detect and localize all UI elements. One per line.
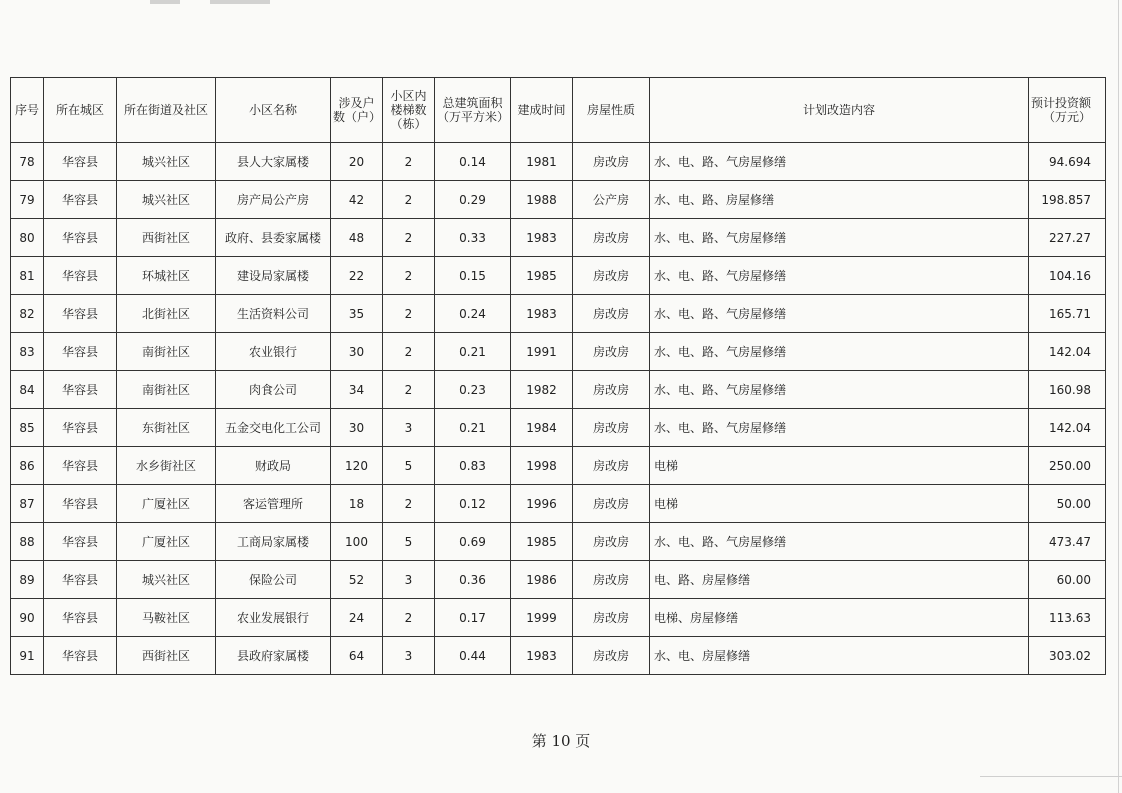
cell-estate-name: 保险公司 — [216, 561, 331, 599]
cell-housing-type: 房改房 — [573, 371, 650, 409]
cell-housing-type: 房改房 — [573, 409, 650, 447]
cell-floor-area: 0.29 — [435, 181, 511, 219]
cell-households: 35 — [331, 295, 383, 333]
cell-community: 南街社区 — [117, 371, 216, 409]
cell-housing-type: 房改房 — [573, 485, 650, 523]
cell-index: 83 — [11, 333, 44, 371]
cell-investment: 250.00 — [1029, 447, 1106, 485]
cell-estate-name: 农业银行 — [216, 333, 331, 371]
cell-buildings: 2 — [383, 295, 435, 333]
cell-households: 52 — [331, 561, 383, 599]
cell-floor-area: 0.24 — [435, 295, 511, 333]
table-row — [11, 371, 1106, 409]
cell-district: 华容县 — [44, 143, 117, 181]
table-row — [11, 409, 1106, 447]
cell-community: 南街社区 — [117, 333, 216, 371]
scan-artifact — [210, 0, 270, 4]
table-row — [11, 257, 1106, 295]
cell-district: 华容县 — [44, 599, 117, 637]
cell-community: 城兴社区 — [117, 143, 216, 181]
cell-buildings: 3 — [383, 637, 435, 675]
cell-estate-name: 五金交电化工公司 — [216, 409, 331, 447]
cell-housing-type: 房改房 — [573, 599, 650, 637]
cell-renovation-content: 水、电、路、气房屋修缮 — [650, 371, 1029, 409]
cell-index: 90 — [11, 599, 44, 637]
table-header-row — [11, 78, 1106, 143]
cell-renovation-content: 电梯、房屋修缮 — [650, 599, 1029, 637]
cell-renovation-content: 水、电、路、气房屋修缮 — [650, 409, 1029, 447]
cell-estate-name: 生活资料公司 — [216, 295, 331, 333]
cell-households: 22 — [331, 257, 383, 295]
cell-investment: 104.16 — [1029, 257, 1106, 295]
cell-investment: 160.98 — [1029, 371, 1106, 409]
cell-index: 78 — [11, 143, 44, 181]
page-edge-line — [980, 776, 1122, 777]
cell-built-year: 1991 — [511, 333, 573, 371]
cell-buildings: 2 — [383, 257, 435, 295]
cell-renovation-content: 电梯 — [650, 485, 1029, 523]
cell-built-year: 1983 — [511, 295, 573, 333]
header-district: 所在城区 — [44, 78, 117, 143]
cell-built-year: 1985 — [511, 523, 573, 561]
cell-floor-area: 0.15 — [435, 257, 511, 295]
cell-investment: 50.00 — [1029, 485, 1106, 523]
cell-renovation-content: 水、电、路、气房屋修缮 — [650, 295, 1029, 333]
cell-renovation-content: 水、电、路、气房屋修缮 — [650, 523, 1029, 561]
cell-households: 120 — [331, 447, 383, 485]
header-investment: 预计投资额（万元） — [1029, 78, 1106, 143]
cell-floor-area: 0.33 — [435, 219, 511, 257]
cell-floor-area: 0.14 — [435, 143, 511, 181]
cell-index: 91 — [11, 637, 44, 675]
cell-index: 88 — [11, 523, 44, 561]
scan-artifact — [150, 0, 180, 4]
cell-estate-name: 工商局家属楼 — [216, 523, 331, 561]
cell-buildings: 2 — [383, 143, 435, 181]
cell-community: 广厦社区 — [117, 485, 216, 523]
table-row — [11, 295, 1106, 333]
header-housing-type: 房屋性质 — [573, 78, 650, 143]
cell-investment: 142.04 — [1029, 333, 1106, 371]
cell-households: 48 — [331, 219, 383, 257]
cell-index: 81 — [11, 257, 44, 295]
cell-housing-type: 房改房 — [573, 561, 650, 599]
cell-housing-type: 房改房 — [573, 143, 650, 181]
cell-built-year: 1999 — [511, 599, 573, 637]
cell-buildings: 2 — [383, 485, 435, 523]
cell-estate-name: 财政局 — [216, 447, 331, 485]
cell-investment: 473.47 — [1029, 523, 1106, 561]
cell-renovation-content: 水、电、路、气房屋修缮 — [650, 333, 1029, 371]
cell-district: 华容县 — [44, 447, 117, 485]
cell-built-year: 1998 — [511, 447, 573, 485]
table-row — [11, 447, 1106, 485]
cell-households: 42 — [331, 181, 383, 219]
cell-floor-area: 0.83 — [435, 447, 511, 485]
table-row — [11, 523, 1106, 561]
cell-households: 20 — [331, 143, 383, 181]
table-row — [11, 637, 1106, 675]
cell-renovation-content: 水、电、路、气房屋修缮 — [650, 143, 1029, 181]
cell-floor-area: 0.36 — [435, 561, 511, 599]
cell-renovation-content: 水、电、路、气房屋修缮 — [650, 219, 1029, 257]
cell-index: 82 — [11, 295, 44, 333]
cell-community: 东街社区 — [117, 409, 216, 447]
header-renovation-content: 计划改造内容 — [650, 78, 1029, 143]
cell-buildings: 2 — [383, 599, 435, 637]
cell-housing-type: 房改房 — [573, 295, 650, 333]
cell-built-year: 1984 — [511, 409, 573, 447]
cell-built-year: 1988 — [511, 181, 573, 219]
table-row — [11, 485, 1106, 523]
header-built-year: 建成时间 — [511, 78, 573, 143]
cell-renovation-content: 水、电、路、气房屋修缮 — [650, 257, 1029, 295]
cell-households: 100 — [331, 523, 383, 561]
cell-community: 城兴社区 — [117, 561, 216, 599]
cell-buildings: 2 — [383, 371, 435, 409]
cell-district: 华容县 — [44, 181, 117, 219]
cell-households: 64 — [331, 637, 383, 675]
table-row — [11, 561, 1106, 599]
cell-investment: 113.63 — [1029, 599, 1106, 637]
cell-index: 89 — [11, 561, 44, 599]
cell-households: 18 — [331, 485, 383, 523]
cell-community: 环城社区 — [117, 257, 216, 295]
cell-housing-type: 房改房 — [573, 523, 650, 561]
cell-built-year: 1981 — [511, 143, 573, 181]
cell-estate-name: 农业发展银行 — [216, 599, 331, 637]
cell-buildings: 5 — [383, 447, 435, 485]
cell-households: 30 — [331, 333, 383, 371]
cell-investment: 94.694 — [1029, 143, 1106, 181]
header-community: 所在街道及社区 — [117, 78, 216, 143]
cell-housing-type: 公产房 — [573, 181, 650, 219]
cell-floor-area: 0.12 — [435, 485, 511, 523]
cell-renovation-content: 电梯 — [650, 447, 1029, 485]
cell-estate-name: 肉食公司 — [216, 371, 331, 409]
cell-district: 华容县 — [44, 371, 117, 409]
table-row — [11, 219, 1106, 257]
cell-households: 24 — [331, 599, 383, 637]
cell-buildings: 3 — [383, 409, 435, 447]
cell-housing-type: 房改房 — [573, 333, 650, 371]
cell-estate-name: 县政府家属楼 — [216, 637, 331, 675]
cell-investment: 227.27 — [1029, 219, 1106, 257]
table-row — [11, 333, 1106, 371]
cell-built-year: 1982 — [511, 371, 573, 409]
cell-index: 87 — [11, 485, 44, 523]
cell-renovation-content: 电、路、房屋修缮 — [650, 561, 1029, 599]
cell-estate-name: 客运管理所 — [216, 485, 331, 523]
cell-built-year: 1985 — [511, 257, 573, 295]
cell-district: 华容县 — [44, 295, 117, 333]
page-edge-line — [1118, 0, 1119, 793]
cell-renovation-content: 水、电、路、房屋修缮 — [650, 181, 1029, 219]
cell-households: 34 — [331, 371, 383, 409]
cell-investment: 165.71 — [1029, 295, 1106, 333]
cell-index: 79 — [11, 181, 44, 219]
cell-community: 水乡街社区 — [117, 447, 216, 485]
cell-community: 北街社区 — [117, 295, 216, 333]
cell-floor-area: 0.17 — [435, 599, 511, 637]
cell-investment: 142.04 — [1029, 409, 1106, 447]
cell-built-year: 1996 — [511, 485, 573, 523]
cell-buildings: 3 — [383, 561, 435, 599]
cell-index: 86 — [11, 447, 44, 485]
cell-built-year: 1986 — [511, 561, 573, 599]
cell-community: 广厦社区 — [117, 523, 216, 561]
cell-estate-name: 政府、县委家属楼 — [216, 219, 331, 257]
cell-index: 85 — [11, 409, 44, 447]
cell-floor-area: 0.21 — [435, 409, 511, 447]
cell-district: 华容县 — [44, 409, 117, 447]
cell-index: 80 — [11, 219, 44, 257]
cell-district: 华容县 — [44, 523, 117, 561]
cell-renovation-content: 水、电、房屋修缮 — [650, 637, 1029, 675]
cell-floor-area: 0.21 — [435, 333, 511, 371]
cell-estate-name: 建设局家属楼 — [216, 257, 331, 295]
header-floor-area: 总建筑面积（万平方米） — [435, 78, 511, 143]
cell-investment: 60.00 — [1029, 561, 1106, 599]
cell-community: 城兴社区 — [117, 181, 216, 219]
cell-buildings: 2 — [383, 181, 435, 219]
table-row — [11, 181, 1106, 219]
cell-estate-name: 房产局公产房 — [216, 181, 331, 219]
cell-community: 西街社区 — [117, 637, 216, 675]
cell-housing-type: 房改房 — [573, 637, 650, 675]
cell-housing-type: 房改房 — [573, 257, 650, 295]
table-row — [11, 143, 1106, 181]
header-estate-name: 小区名称 — [216, 78, 331, 143]
cell-district: 华容县 — [44, 219, 117, 257]
cell-community: 西街社区 — [117, 219, 216, 257]
header-buildings: 小区内楼梯数（栋） — [383, 78, 435, 143]
cell-floor-area: 0.44 — [435, 637, 511, 675]
cell-district: 华容县 — [44, 333, 117, 371]
page-number: 第 10 页 — [531, 732, 591, 750]
cell-housing-type: 房改房 — [573, 219, 650, 257]
cell-investment: 303.02 — [1029, 637, 1106, 675]
cell-district: 华容县 — [44, 637, 117, 675]
cell-built-year: 1983 — [511, 219, 573, 257]
cell-community: 马鞍社区 — [117, 599, 216, 637]
cell-estate-name: 县人大家属楼 — [216, 143, 331, 181]
cell-district: 华容县 — [44, 257, 117, 295]
cell-floor-area: 0.23 — [435, 371, 511, 409]
cell-district: 华容县 — [44, 561, 117, 599]
cell-index: 84 — [11, 371, 44, 409]
cell-floor-area: 0.69 — [435, 523, 511, 561]
cell-district: 华容县 — [44, 485, 117, 523]
cell-buildings: 5 — [383, 523, 435, 561]
cell-households: 30 — [331, 409, 383, 447]
cell-investment: 198.857 — [1029, 181, 1106, 219]
header-households: 涉及户数（户） — [331, 78, 383, 143]
cell-built-year: 1983 — [511, 637, 573, 675]
header-index: 序号 — [11, 78, 44, 143]
table-body — [11, 143, 1106, 675]
table-row — [11, 599, 1106, 637]
cell-housing-type: 房改房 — [573, 447, 650, 485]
cell-buildings: 2 — [383, 333, 435, 371]
cell-buildings: 2 — [383, 219, 435, 257]
renovation-table — [10, 77, 1106, 675]
